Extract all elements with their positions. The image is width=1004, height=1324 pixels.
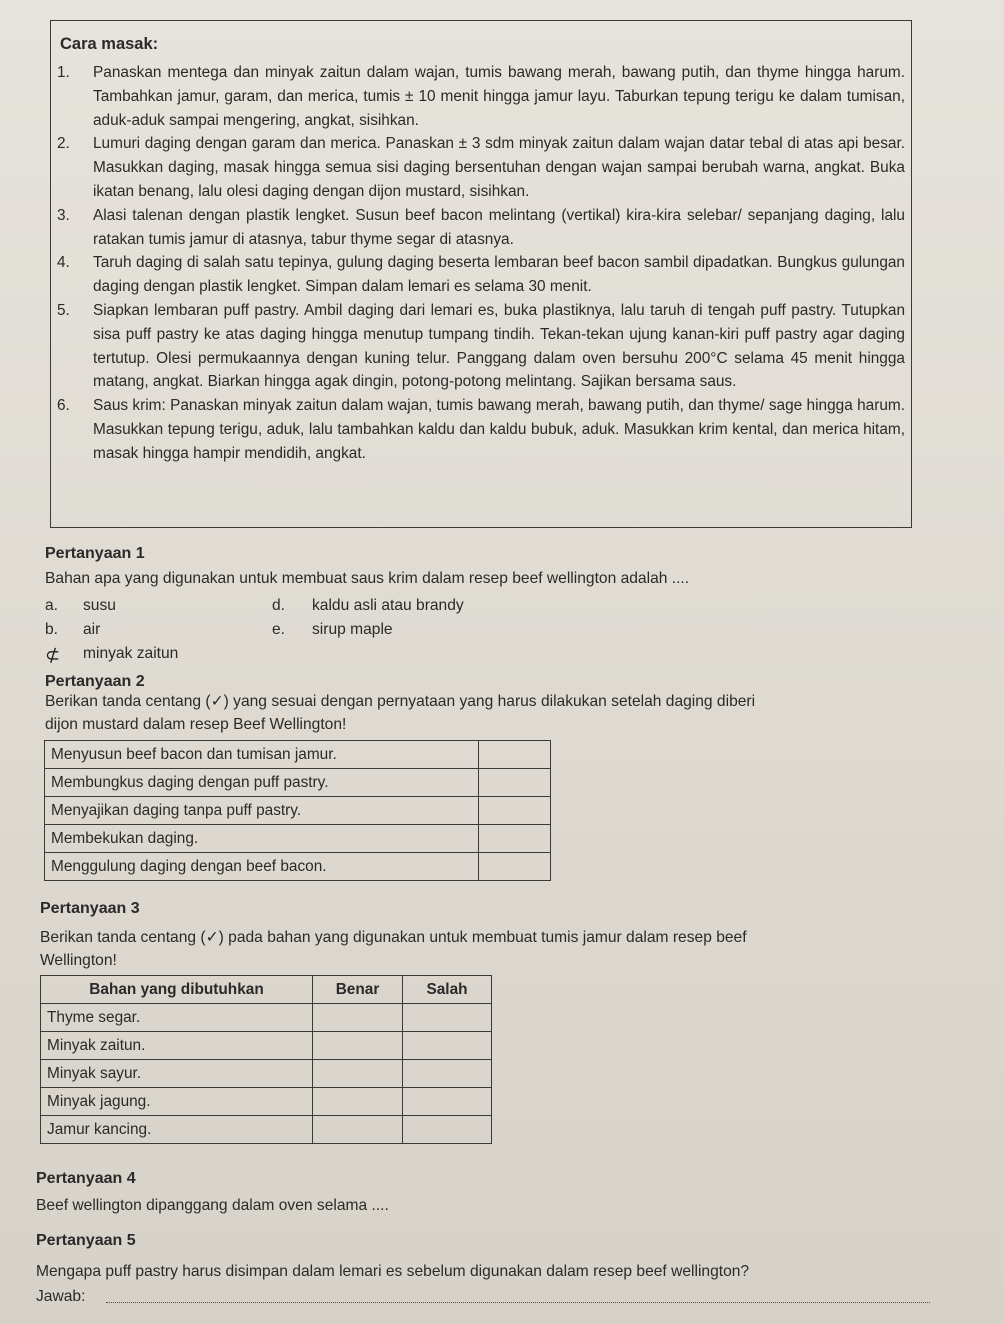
q3-heading: Pertanyaan 3 <box>40 900 140 917</box>
q2-heading: Pertanyaan 2 <box>45 673 145 690</box>
header-benar: Benar <box>313 976 403 1004</box>
option-key: e. <box>272 621 286 638</box>
benar-check-cell[interactable] <box>313 1060 403 1088</box>
table-row <box>45 741 551 769</box>
step-number: 1. <box>57 64 70 81</box>
ingredient-cell: Minyak jagung. <box>41 1088 313 1116</box>
statement-cell: Membekukan daging. <box>45 825 479 853</box>
step-number: 6. <box>57 397 70 415</box>
q5-question: Mengapa puff pastry harus disimpan dalam lemari es sebelum digunakan dalam resep beef wellington? <box>36 1263 750 1280</box>
option-text: susu <box>83 597 116 614</box>
step-text: Alasi talenan dengan plastik lengket. Susun beef bacon melintang (vertikal) kira-kira selebar/ sepanjang daging, lalu ratakan tumis jamur di atasnya, tabur thyme segar di atasnya. <box>93 206 905 248</box>
step-3 <box>57 204 905 252</box>
step-text: Lumuri daging dengan garam dan merica. Panaskan ± 3 sdm minyak zaitun dalam wajan datar tebal di atas api besar. Masukkan daging, masak hingga semua sisi daging bersentuhan dengan wajan sampai berubah warna, angkat. Buka ikatan benang, lalu olesi daging dengan dijon mustard, sisihkan. <box>93 135 905 200</box>
step-4 <box>57 251 905 299</box>
ingredient-cell: Thyme segar. <box>41 1004 313 1032</box>
step-text: Taruh daging di salah satu tepinya, gulung daging beserta lembaran beef bacon sambil dipadatkan. Bungkus gulungan daging dengan plastik lengket. Simpan dalam lemari es selama 30 menit. <box>93 254 905 296</box>
check-cell[interactable] <box>479 853 551 881</box>
option-key: b. <box>45 621 59 638</box>
step-text: Saus krim: Panaskan minyak zaitun dalam wajan, tumis bawang merah, bawang putih, dan thyme/ sage hingga harum. Masukkan tepung terigu, aduk, lalu tambahkan kaldu dan kaldu bubuk, aduk. Masukkan krim kental, dan merica hitam, masak hingga hampir mendidih, angkat. <box>93 397 905 462</box>
q3-question-line1: Berikan tanda centang (✓) pada bahan yang digunakan untuk membuat tumis jamur dalam resep beef <box>40 929 747 946</box>
table-row <box>45 825 551 853</box>
step-number: 4. <box>57 254 70 272</box>
q4-question: Beef wellington dipanggang dalam oven selama .... <box>36 1197 389 1214</box>
ingredient-cell: Jamur kancing. <box>41 1116 313 1144</box>
option-key: d. <box>272 597 286 614</box>
pen-circle-mark-icon: ⊄ <box>45 645 61 665</box>
step-number: 3. <box>57 206 70 224</box>
option-text: sirup maple <box>312 621 393 638</box>
check-cell[interactable] <box>479 797 551 825</box>
header-salah: Salah <box>403 976 492 1004</box>
benar-check-cell[interactable] <box>313 1088 403 1116</box>
table-row <box>45 853 551 881</box>
step-text: Siapkan lembaran puff pastry. Ambil daging dari lemari es, buka plastiknya, lalu taruh di tengah puff pastry. Tutupkan sisa puff pastry ke atas daging hingga menutup tumpang tindih. Tekan-tekan ujung kanan-kiri puff pastry agar daging tertutup. Olesi permukaannya dengan kuning telur. Panggang dalam oven bersuhu 200°C selama 45 menit hingga matang, angkat. Biarkan hingga agak dingin, potong-potong melintang. Sajikan bersama saus. <box>93 301 905 391</box>
statement-cell: Membungkus daging dengan puff pastry. <box>45 769 479 797</box>
step-1 <box>57 61 905 132</box>
q1-option-d[interactable] <box>272 597 464 615</box>
step-number: 2. <box>57 135 70 153</box>
step-number: 5. <box>57 301 70 319</box>
step-text: Panaskan mentega dan minyak zaitun dalam wajan, tumis bawang merah, bawang putih, dan thyme hingga harum. Tambahkan jamur, garam, dan merica, tumis ± 10 menit hingga jamur layu. Taburkan tepung terigu ke dalam tumisan, aduk-aduk sampai mengering, angkat, sisihkan. <box>93 64 905 129</box>
q3-question-line2: Wellington! <box>40 952 117 969</box>
q1-option-c[interactable] <box>45 645 178 663</box>
table-row <box>45 797 551 825</box>
table-row <box>41 1004 492 1032</box>
table-row <box>41 1032 492 1060</box>
statement-cell: Menyusun beef bacon dan tumisan jamur. <box>45 741 479 769</box>
q1-option-b[interactable] <box>45 621 100 639</box>
table-header-row <box>41 976 492 1004</box>
step-2 <box>57 132 905 203</box>
q2-checklist-table <box>44 740 551 881</box>
option-key: a. <box>45 597 59 614</box>
cooking-steps-list <box>57 61 905 466</box>
check-cell[interactable] <box>479 769 551 797</box>
q2-question-line2: dijon mustard dalam resep Beef Wellington! <box>45 716 347 733</box>
ingredient-cell: Minyak zaitun. <box>41 1032 313 1060</box>
q5-heading: Pertanyaan 5 <box>36 1232 136 1249</box>
q4-heading: Pertanyaan 4 <box>36 1170 136 1187</box>
cooking-steps-title: Cara masak: <box>60 35 159 53</box>
table-row <box>41 1116 492 1144</box>
benar-check-cell[interactable] <box>313 1004 403 1032</box>
option-text: kaldu asli atau brandy <box>312 597 464 614</box>
q1-option-a[interactable] <box>45 597 116 615</box>
benar-check-cell[interactable] <box>313 1116 403 1144</box>
statement-cell: Menyajikan daging tanpa puff pastry. <box>45 797 479 825</box>
option-text: air <box>83 621 101 638</box>
q1-option-e[interactable] <box>272 621 393 639</box>
salah-check-cell[interactable] <box>403 1060 492 1088</box>
step-5 <box>57 299 905 394</box>
table-row <box>45 769 551 797</box>
salah-check-cell[interactable] <box>403 1004 492 1032</box>
check-cell[interactable] <box>479 825 551 853</box>
header-ingredient: Bahan yang dibutuhkan <box>41 976 313 1004</box>
salah-check-cell[interactable] <box>403 1116 492 1144</box>
step-6 <box>57 394 905 465</box>
benar-check-cell[interactable] <box>313 1032 403 1060</box>
ingredient-cell: Minyak sayur. <box>41 1060 313 1088</box>
option-text: minyak zaitun <box>83 645 179 662</box>
salah-check-cell[interactable] <box>403 1032 492 1060</box>
answer-line[interactable] <box>106 1302 930 1303</box>
cooking-steps-box <box>50 20 912 528</box>
statement-cell: Menggulung daging dengan beef bacon. <box>45 853 479 881</box>
q3-ingredient-table <box>40 975 492 1144</box>
q2-question-line1: Berikan tanda centang (✓) yang sesuai dengan pernyataan yang harus dilakukan setelah daging diberi <box>45 693 756 710</box>
q1-question: Bahan apa yang digunakan untuk membuat saus krim dalam resep beef wellington adalah .... <box>45 570 690 587</box>
q1-heading: Pertanyaan 1 <box>45 545 145 562</box>
table-row <box>41 1060 492 1088</box>
q5-answer-label: Jawab: <box>36 1288 86 1305</box>
table-row <box>41 1088 492 1116</box>
check-cell[interactable] <box>479 741 551 769</box>
salah-check-cell[interactable] <box>403 1088 492 1116</box>
